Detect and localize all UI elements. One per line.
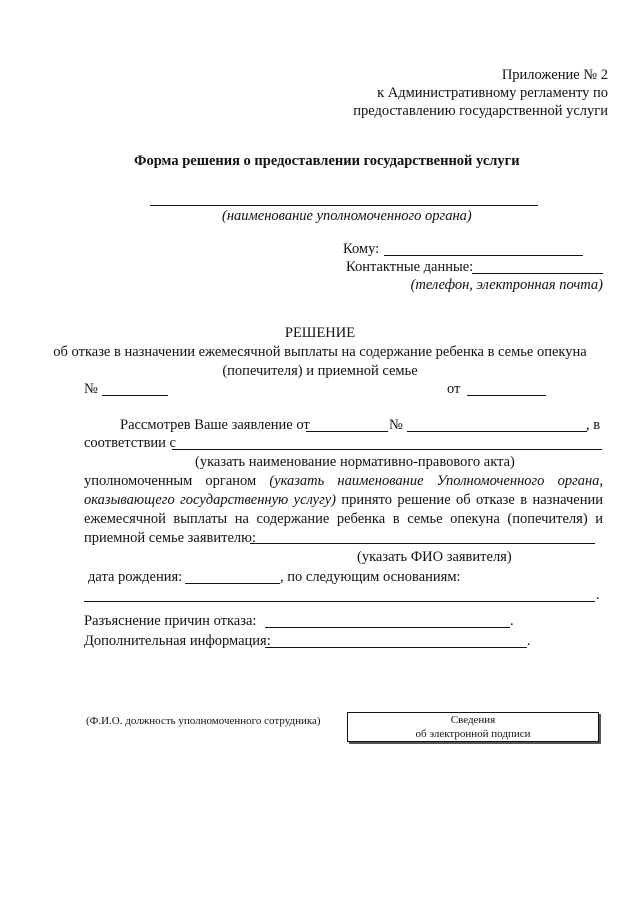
additional-info-label: Дополнительная информация: [84,633,271,649]
decision-number-line [102,395,168,396]
decision-heading: РЕШЕНИЕ [284,325,356,341]
payment-line: ежемесячной выплаты на содержание ребенка в семье опекуна (попечителя) и [84,511,603,527]
refusal-reasons-dot: . [510,613,514,629]
legal-act-hint: (указать наименование нормативно-правового акта) [195,454,515,470]
refusal-reasons-label: Разъяснение причин отказа: [84,613,257,629]
additional-info-line [265,647,527,648]
application-number-label: № [389,417,403,433]
esig-title: Сведения [450,714,496,726]
decision-subject-line2: (попечителя) и приемной семье [222,363,418,379]
birth-date-line [185,583,280,584]
grounds-dot: . [596,587,600,603]
grounds-line [84,601,595,602]
paragraph1-end: , в [586,417,601,433]
official-hint: (Ф.И.О. должность уполномоченного сотрудника) [86,715,321,727]
legal-act-line [172,449,602,450]
contacts-line [472,273,603,274]
applicant-label: приемной семье заявителю: [84,530,256,546]
appendix-service: предоставлению государственной услуги [353,103,608,119]
birth-date-label: дата рождения: [88,569,183,585]
electronic-signature-box [347,712,599,742]
authority-name-line [150,205,538,206]
authority-line: уполномоченным органом (указать наименование Уполномоченного органа, [84,473,604,489]
contacts-label: Контактные данные: [346,259,474,275]
application-number-line [407,431,587,432]
to-line [384,255,583,256]
to-label: Кому: [343,241,380,257]
decision-number-label: № [84,381,98,397]
decision-date-label: от [447,381,461,397]
application-date-label: Рассмотрев Ваше заявление от [120,417,310,433]
decision-subject-line1: об отказе в назначении ежемесячной выплаты на содержание ребенка в семье опекуна [53,344,587,360]
accordance-label: соответствии с [84,435,176,451]
appendix-number: Приложение № 2 [501,67,608,83]
service-line: оказывающего государственную услугу) принято решение об отказе в назначении [84,492,604,508]
applicant-hint: (указать ФИО заявителя) [357,549,512,565]
applicant-line [250,543,595,544]
form-title: Форма решения о предоставлении государственной услуги [134,153,520,169]
contacts-hint: (телефон, электронная почта) [410,277,603,293]
appendix-regulation: к Административному регламенту по [377,85,608,101]
esig-subtitle: об электронной подписи [415,728,531,740]
refusal-reasons-line [265,627,510,628]
authority-caption: (наименование уполномоченного органа) [222,208,472,224]
application-date-line [306,431,388,432]
decision-date-line [467,395,546,396]
additional-info-dot: . [527,633,531,649]
grounds-label: , по следующим основаниям: [280,569,461,585]
